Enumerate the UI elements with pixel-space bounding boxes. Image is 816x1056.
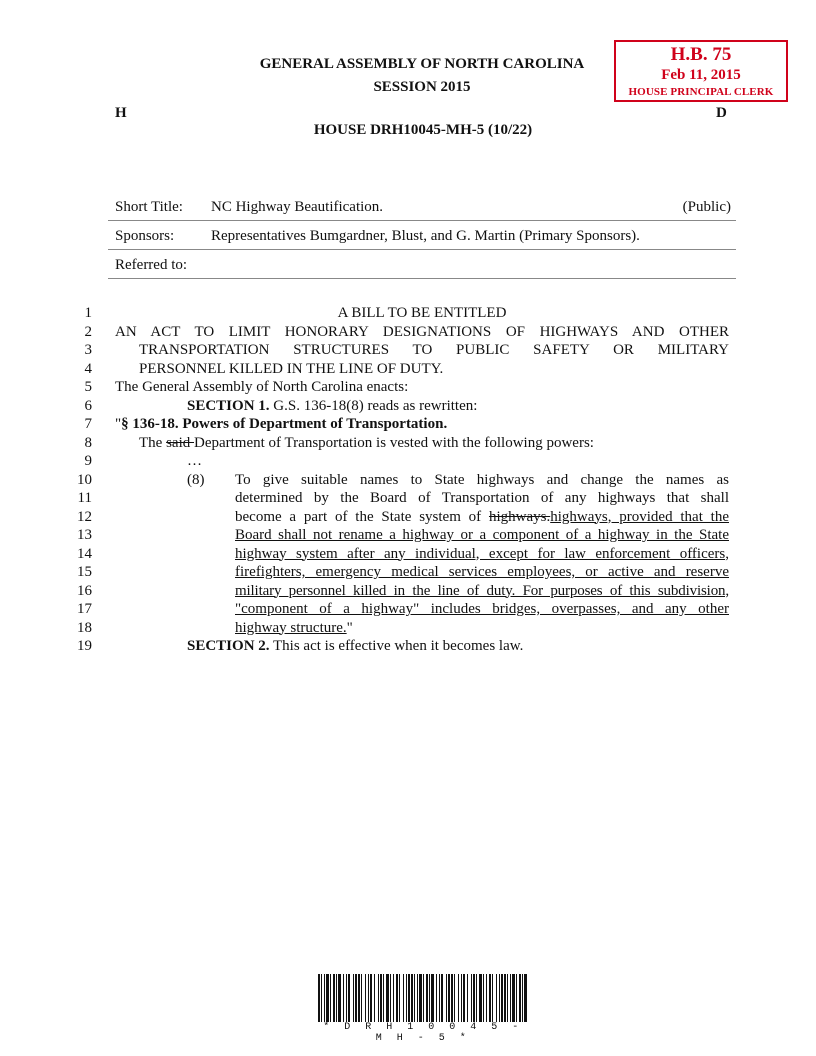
- line-number: 2: [84, 323, 92, 340]
- barcode-icon: [318, 974, 528, 1022]
- line-number: 9: [84, 453, 92, 469]
- ellipsis: …: [187, 453, 202, 469]
- subdivision-line: To give suitable names to State highways and change the names as: [235, 471, 729, 488]
- line-number: 19: [77, 638, 92, 654]
- line-number: 18: [77, 619, 92, 636]
- sponsors-label: Sponsors:: [115, 228, 175, 244]
- inserted-line: highway system after any individual, except for law enforcement officers,: [235, 545, 729, 562]
- clerk-stamp: [614, 40, 788, 102]
- deleted-text: highways.: [488, 508, 551, 525]
- intro-text: Department of Transportation is vested with the following powers:: [194, 434, 594, 451]
- inserted-line: military personnel killed in the line of duty. For purposes of this subdivision,: [235, 582, 729, 599]
- section-1-text: G.S. 136-18(8) reads as rewritten:: [269, 397, 478, 414]
- inserted-text: highway structure.: [235, 619, 347, 636]
- bill-heading: A BILL TO BE ENTITLED: [337, 305, 507, 321]
- existing-text: become a part of the State system of: [235, 508, 489, 525]
- short-title-value: NC Highway Beautification.: [211, 199, 384, 215]
- statute-intro: [139, 434, 594, 452]
- stamp-date: Feb 11, 2015: [661, 67, 741, 83]
- referred-row: [108, 252, 736, 279]
- line-number: 4: [84, 360, 92, 377]
- intro-text: The: [139, 434, 167, 451]
- line-number: 8: [84, 434, 92, 451]
- inserted-line: firefighters, emergency medical services employees, or active and reserve: [235, 564, 729, 580]
- stamp-clerk: HOUSE PRINCIPAL CLERK: [628, 86, 774, 98]
- referred-label: Referred to:: [115, 257, 188, 273]
- line-number: 13: [77, 527, 92, 543]
- line-number: 3: [84, 342, 92, 358]
- line-number: 7: [84, 416, 92, 432]
- line-number: 1: [84, 305, 92, 321]
- short-title-label: Short Title:: [115, 199, 183, 215]
- assembly-title: GENERAL ASSEMBLY OF NORTH CAROLINA: [259, 56, 585, 72]
- act-title-line: TRANSPORTATION STRUCTURES TO PUBLIC SAFETY OR MILITARY: [139, 342, 729, 358]
- line-number: 17: [77, 601, 92, 617]
- line-number: 12: [77, 508, 92, 525]
- line-number: 11: [77, 490, 92, 506]
- section-2-text: This act is effective when it becomes law.: [269, 638, 524, 654]
- enacting-clause: The General Assembly of North Carolina enacts:: [115, 379, 409, 395]
- subdivision-line: [235, 508, 729, 526]
- inserted-line: "component of a highway" includes bridges, overpasses, and any other: [235, 601, 729, 617]
- inserted-line: Board shall not rename a highway or a component of a highway in the State: [235, 527, 729, 543]
- bill-number: H.B. 75: [670, 44, 732, 65]
- open-quote: ": [115, 416, 122, 432]
- line-number: 14: [77, 545, 92, 562]
- subdivision-line: determined by the Board of Transportation of any highways that shall: [235, 490, 729, 506]
- line-number: 15: [77, 564, 92, 580]
- act-title-line: PERSONNEL KILLED IN THE LINE OF DUTY.: [139, 360, 444, 377]
- sponsors-value: Representatives Bumgardner, Blust, and G. Martin (Primary Sponsors).: [211, 228, 640, 244]
- subdivision-number: (8): [187, 471, 205, 488]
- inserted-line: [235, 619, 353, 637]
- public-tag: (Public): [682, 199, 731, 215]
- act-title-line: AN ACT TO LIMIT HONORARY DESIGNATIONS OF HIGHWAYS AND OTHER: [115, 323, 729, 340]
- barcode-text: * D R H 1 0 0 4 5 - M H - 5 *: [323, 1022, 523, 1044]
- session-title: SESSION 2015: [373, 79, 471, 95]
- chamber-letter: H: [115, 105, 127, 121]
- line-number: 6: [84, 397, 92, 414]
- draft-id: HOUSE DRH10045-MH-5 (10/22): [313, 122, 533, 138]
- statute-title: § 136-18. Powers of Department of Transportation.: [121, 416, 448, 432]
- statute-heading: [115, 415, 447, 433]
- inserted-text: highways, provided that the: [550, 508, 729, 525]
- line-number: 10: [77, 471, 92, 488]
- section-2: [187, 637, 523, 655]
- short-title-row: [108, 194, 736, 221]
- line-number: 16: [77, 582, 92, 599]
- section-1: [187, 397, 477, 415]
- close-quote: ": [346, 619, 353, 636]
- section-2-label: SECTION 2.: [187, 638, 270, 654]
- deleted-text: said: [166, 434, 194, 451]
- sponsors-row: [108, 223, 736, 250]
- section-1-label: SECTION 1.: [187, 397, 270, 414]
- line-number: 5: [84, 379, 92, 395]
- draft-letter: D: [716, 105, 727, 121]
